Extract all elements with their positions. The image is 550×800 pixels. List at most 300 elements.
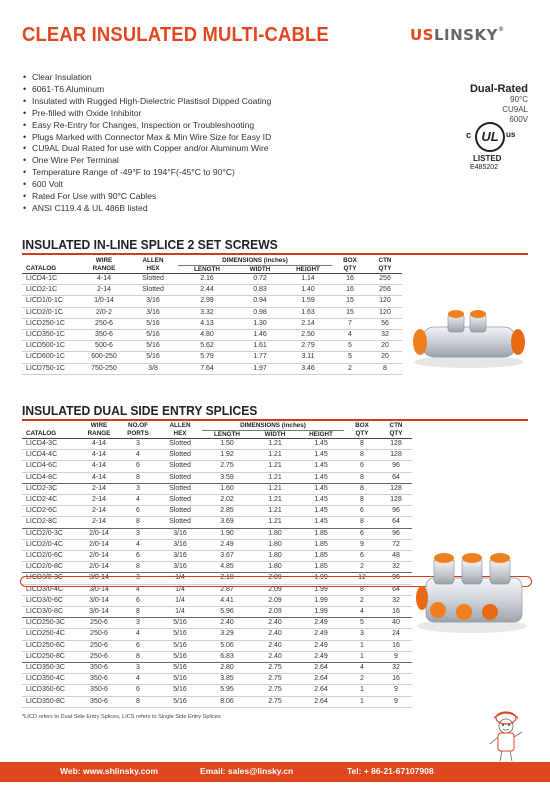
table-row xyxy=(22,696,412,707)
table-cell: 6.83 xyxy=(202,651,252,662)
table-cell: 1.99 xyxy=(298,584,344,595)
table-cell: 5/16 xyxy=(128,318,178,329)
table-cell: 2.49 xyxy=(202,539,252,550)
table-cell: 8 xyxy=(118,651,158,662)
table-cell: 1.21 xyxy=(252,517,298,528)
bottom-margin xyxy=(0,782,550,800)
col-header: WIDTH xyxy=(236,265,284,274)
table-cell: 3/0-14 xyxy=(80,607,118,618)
logo-us: US xyxy=(410,26,434,44)
table-row xyxy=(22,330,402,341)
table-cell: 96 xyxy=(380,461,412,472)
table-cell: 2/0-14 xyxy=(80,551,118,562)
table-cell: Slotted xyxy=(158,483,202,494)
table-cell: 1.45 xyxy=(298,495,344,506)
table-cell: 1.21 xyxy=(252,439,298,450)
catalog-cell: LICD3/0-8C xyxy=(22,607,80,618)
table-cell: 128 xyxy=(380,439,412,450)
table-cell: 256 xyxy=(368,285,402,296)
table-cell: 2.75 xyxy=(252,696,298,707)
table-cell: 8 xyxy=(344,495,380,506)
table-cell: 5.06 xyxy=(202,640,252,651)
table-cell: 5/16 xyxy=(128,341,178,352)
table-cell: 1.45 xyxy=(298,506,344,517)
col-header: CTN xyxy=(378,257,392,265)
table-row xyxy=(22,618,412,629)
ul-c: c xyxy=(466,130,472,140)
table-cell: 32 xyxy=(380,595,412,606)
table-cell: 4-14 xyxy=(80,461,118,472)
table-cell: 750-250 xyxy=(80,363,128,374)
table-cell: 1.90 xyxy=(202,528,252,539)
table-cell: 4-14 xyxy=(80,439,118,450)
col-header: CTN xyxy=(389,422,403,430)
table-cell: 8 xyxy=(118,562,158,573)
table-cell: 5.62 xyxy=(178,341,236,352)
col-header: LENGTH xyxy=(202,430,252,439)
table-cell: 2.09 xyxy=(252,607,298,618)
table-cell: 8 xyxy=(118,696,158,707)
table-cell: 2.64 xyxy=(298,696,344,707)
inline-splice-table xyxy=(22,257,402,375)
table-row xyxy=(22,274,402,285)
table-cell: 1.80 xyxy=(252,539,298,550)
table-cell: 2.40 xyxy=(252,640,298,651)
table-cell: 4 xyxy=(118,629,158,640)
table-cell: 6 xyxy=(118,551,158,562)
catalog-cell: LICD2-8C xyxy=(22,517,80,528)
table-cell: 3.29 xyxy=(202,629,252,640)
table-cell: 6 xyxy=(118,640,158,651)
table-cell: 600-250 xyxy=(80,352,128,363)
table-cell: 1.97 xyxy=(236,363,284,374)
rating-title: Dual-Rated xyxy=(469,83,528,95)
table-cell: 2 xyxy=(344,674,380,685)
table-cell: 1.21 xyxy=(252,461,298,472)
table-cell: 5/16 xyxy=(158,618,202,629)
table-cell: 4-14 xyxy=(80,274,128,285)
table-cell: 2.80 xyxy=(202,663,252,674)
catalog-cell: LICD250-1C xyxy=(22,318,80,329)
col-header: PORTS xyxy=(118,430,158,439)
feature-item: • One Wire Per Terminal xyxy=(22,155,322,167)
table-cell: 5 xyxy=(344,618,380,629)
table-cell: 1.60 xyxy=(202,483,252,494)
catalog-cell: LICD2-4C xyxy=(22,495,80,506)
table-cell: 96 xyxy=(380,528,412,539)
table-cell: 3 xyxy=(118,573,158,584)
table-row xyxy=(22,651,412,662)
table-cell: 1.99 xyxy=(298,595,344,606)
table-cell: 120 xyxy=(368,296,402,307)
section-title-inline-splice: INSULATED IN-LINE SPLICE 2 SET SCREWS xyxy=(22,237,278,252)
logo-rest: LINSKY xyxy=(433,26,498,44)
table-row xyxy=(22,595,412,606)
table-cell: 2.02 xyxy=(202,495,252,506)
col-header: QTY xyxy=(332,265,368,274)
table-cell: 3 xyxy=(344,629,380,640)
table-cell: 1 xyxy=(344,651,380,662)
table-row xyxy=(22,629,412,640)
feature-list xyxy=(22,72,322,215)
table-cell: 1.21 xyxy=(252,472,298,483)
table-cell: 0.72 xyxy=(236,274,284,285)
table-cell: 3 xyxy=(118,618,158,629)
table-cell: 1.45 xyxy=(298,517,344,528)
table-cell: 1/4 xyxy=(158,595,202,606)
table-cell: 72 xyxy=(380,539,412,550)
col-header: QTY xyxy=(368,265,402,274)
table-cell: 16 xyxy=(380,640,412,651)
table-cell: 250-6 xyxy=(80,318,128,329)
catalog-cell: LICD2-6C xyxy=(22,506,80,517)
table-cell: 1.45 xyxy=(298,483,344,494)
catalog-cell: LICD350-6C xyxy=(22,685,80,696)
table-cell: 3 xyxy=(118,528,158,539)
table-cell: 2/0-14 xyxy=(80,539,118,550)
col-header: QTY xyxy=(344,430,380,439)
table-cell: 2.85 xyxy=(202,506,252,517)
table-cell: 16 xyxy=(332,274,368,285)
table-row xyxy=(22,607,412,618)
ul-us: us xyxy=(506,130,516,139)
catalog-cell: LICD2/0-8C xyxy=(22,562,80,573)
inline-splice-rows xyxy=(22,274,402,375)
table-cell: 2.44 xyxy=(178,285,236,296)
table-row xyxy=(22,663,412,674)
table-cell: 250-6 xyxy=(80,629,118,640)
table-cell: 4 xyxy=(118,495,158,506)
table-cell: 350-6 xyxy=(80,674,118,685)
rating-line: 600V xyxy=(509,115,528,124)
table-cell: 350-6 xyxy=(80,696,118,707)
table-cell: 4 xyxy=(344,607,380,618)
table-cell: 1.30 xyxy=(236,318,284,329)
table-cell: 2.40 xyxy=(252,618,298,629)
col-header: NO.OF xyxy=(128,422,148,430)
table-cell: 9 xyxy=(380,685,412,696)
table-cell: 48 xyxy=(380,551,412,562)
catalog-cell: LICD350-8C xyxy=(22,696,80,707)
table-cell: 5/16 xyxy=(158,640,202,651)
table-row xyxy=(22,285,402,296)
table-row xyxy=(22,528,412,539)
multiport-splice-product-image xyxy=(404,540,534,640)
dual-side-entry-rows xyxy=(22,439,412,708)
dual-side-entry-table xyxy=(22,422,412,708)
table-cell: 8 xyxy=(118,472,158,483)
table-cell: 4 xyxy=(118,539,158,550)
feature-item: • 6061-T6 Aluminum xyxy=(22,84,322,96)
table-row xyxy=(22,551,412,562)
table-cell: 3.67 xyxy=(202,551,252,562)
table-cell: 2.40 xyxy=(252,629,298,640)
table-cell: 5.79 xyxy=(178,352,236,363)
table-cell: 5/16 xyxy=(158,629,202,640)
catalog-cell: LICD1/0-1C xyxy=(22,296,80,307)
mascot-illustration xyxy=(484,706,528,764)
table-cell: 2 xyxy=(344,562,380,573)
catalog-cell: LICD4-3C xyxy=(22,439,80,450)
table-cell: 3/8 xyxy=(128,363,178,374)
table-cell: 1 xyxy=(344,696,380,707)
table-cell: 1 xyxy=(344,640,380,651)
feature-item: • Easy Re-Entry for Changes, Inspection or Troubleshooting xyxy=(22,120,322,132)
table-cell: 20 xyxy=(368,352,402,363)
feature-item: • 600 Volt xyxy=(22,179,322,191)
table-cell: 1.45 xyxy=(298,461,344,472)
table-cell: 6 xyxy=(118,685,158,696)
table-cell: 2.09 xyxy=(252,584,298,595)
table-cell: 2.50 xyxy=(284,330,332,341)
col-header: LENGTH xyxy=(178,265,236,274)
table-cell: Slotted xyxy=(158,439,202,450)
page-header xyxy=(0,0,550,60)
catalog-cell: LICD3/0-4C xyxy=(22,584,80,595)
table-cell: Slotted xyxy=(158,472,202,483)
col-header: HEIGHT xyxy=(284,265,332,274)
section-divider xyxy=(22,419,528,421)
table-cell: 3/16 xyxy=(158,551,202,562)
table-cell: 8 xyxy=(344,472,380,483)
table-cell: 350-6 xyxy=(80,685,118,696)
catalog-cell: LICD250-3C xyxy=(22,618,80,629)
table-row xyxy=(22,472,412,483)
table-cell: 2-14 xyxy=(80,517,118,528)
table-cell: 8 xyxy=(344,517,380,528)
table-row xyxy=(22,506,412,517)
table-cell: 250-6 xyxy=(80,640,118,651)
table-cell: 5 xyxy=(332,341,368,352)
catalog-cell: LICD2-3C xyxy=(22,483,80,494)
col-header: HEIGHT xyxy=(298,430,344,439)
table-cell: 4-14 xyxy=(80,450,118,461)
table-cell: 0.98 xyxy=(236,307,284,318)
table-cell: 2.40 xyxy=(202,618,252,629)
table-cell: 2/0-14 xyxy=(80,528,118,539)
table-cell: 32 xyxy=(380,562,412,573)
table-cell: 3.11 xyxy=(284,352,332,363)
table-cell: 8 xyxy=(118,517,158,528)
catalog-cell: LICD250-8C xyxy=(22,651,80,662)
table-cell: 1.85 xyxy=(298,528,344,539)
footer-tel: Tel: + 86-21-67107908 xyxy=(347,766,434,776)
feature-item: • Plugs Marked with Connector Max & Min Wire Size for Easy ID xyxy=(22,132,322,144)
table-cell: 5 xyxy=(332,352,368,363)
catalog-cell: LICD250-6C xyxy=(22,640,80,651)
table-cell: 2 xyxy=(332,363,368,374)
col-header-dimensions: DIMENSIONS (inches) xyxy=(202,422,344,430)
table-cell: 3.32 xyxy=(178,307,236,318)
table-cell: 8 xyxy=(344,450,380,461)
table-cell: 3/0-14 xyxy=(80,573,118,584)
table-row xyxy=(22,685,412,696)
table-cell: 16 xyxy=(380,607,412,618)
catalog-cell: LICD2-1C xyxy=(22,285,80,296)
catalog-cell: LICD600-1C xyxy=(22,352,80,363)
table-cell: Slotted xyxy=(158,450,202,461)
table-cell: 1.80 xyxy=(252,528,298,539)
table-cell: 1.45 xyxy=(298,439,344,450)
col-header: QTY xyxy=(380,430,412,439)
table-cell: 3 xyxy=(118,483,158,494)
table-cell: Slotted xyxy=(128,285,178,296)
table-row xyxy=(22,296,402,307)
table-cell: 3/0-14 xyxy=(80,595,118,606)
table-cell: 5/16 xyxy=(128,352,178,363)
table-cell: 2 xyxy=(344,595,380,606)
table-cell: 3 xyxy=(118,439,158,450)
table-cell: 32 xyxy=(368,330,402,341)
table-cell: 1.21 xyxy=(252,483,298,494)
table-cell: 64 xyxy=(380,472,412,483)
footer-web-link[interactable]: Web: www.shlinsky.com xyxy=(60,766,159,776)
table-cell: 1.85 xyxy=(298,551,344,562)
footer-email-link[interactable]: Email: sales@linsky.cn xyxy=(200,766,294,776)
table-cell: 96 xyxy=(380,573,412,584)
table-cell: 4.85 xyxy=(202,562,252,573)
table-cell: 2.75 xyxy=(252,674,298,685)
table-cell: 2.75 xyxy=(252,685,298,696)
table-cell: 1/4 xyxy=(158,584,202,595)
table-cell: 2.87 xyxy=(202,584,252,595)
table-cell: 15 xyxy=(332,296,368,307)
table-cell: 15 xyxy=(332,307,368,318)
col-header: WIRE xyxy=(95,257,113,265)
table-cell: 1.77 xyxy=(236,352,284,363)
ul-logo-icon: UL xyxy=(475,122,505,152)
table-cell: 1.21 xyxy=(252,495,298,506)
table-cell: 1.63 xyxy=(284,307,332,318)
col-header: HEX xyxy=(158,430,202,439)
table-cell: 3.46 xyxy=(284,363,332,374)
table-cell: 20 xyxy=(368,341,402,352)
table-cell: 1 xyxy=(344,685,380,696)
feature-item: • Temperature Range of -49°F to 194°F(-45°C to 90°C) xyxy=(22,167,322,179)
col-header: BOX xyxy=(355,422,369,430)
feature-item: • CU9AL Dual Rated for use with Copper and/or Aluminum Wire xyxy=(22,143,322,155)
feature-item: • Pre-filled with Oxide Inhibitor xyxy=(22,108,322,120)
table-cell: 1.46 xyxy=(236,330,284,341)
table-cell: 64 xyxy=(380,517,412,528)
table-cell: 2-14 xyxy=(80,483,118,494)
catalog-cell: LICD350-4C xyxy=(22,674,80,685)
table-row xyxy=(22,363,402,374)
col-header: CATALOG xyxy=(22,430,80,439)
col-header: RANGE xyxy=(80,430,118,439)
table-cell: 1.80 xyxy=(252,551,298,562)
table-cell: 4 xyxy=(118,674,158,685)
table-cell: 250-6 xyxy=(80,651,118,662)
table-cell: 1.45 xyxy=(298,450,344,461)
table-cell: 7.64 xyxy=(178,363,236,374)
table-cell: 1.14 xyxy=(284,274,332,285)
col-header: CATALOG xyxy=(22,265,80,274)
table-cell: 6 xyxy=(118,461,158,472)
feature-item: • ANSI C119.4 & UL 486B listed xyxy=(22,203,322,215)
table-row xyxy=(22,539,412,550)
table-cell: 5/16 xyxy=(158,651,202,662)
col-header: HEX xyxy=(128,265,178,274)
table-cell: 4-14 xyxy=(80,472,118,483)
catalog-cell: LICD4-8C xyxy=(22,472,80,483)
brand-logo[interactable] xyxy=(410,26,504,44)
footnote: *LICD refers to Dual Side Entry Splices, LICS refers to Single Side Entry Splices xyxy=(22,714,221,720)
col-header: WIDTH xyxy=(252,430,298,439)
col-header-dimensions: DIMENSIONS (inches) xyxy=(178,257,332,265)
table-cell: 128 xyxy=(380,483,412,494)
table-cell: 1.21 xyxy=(252,506,298,517)
table-cell: 3/16 xyxy=(158,539,202,550)
table-cell: 2.49 xyxy=(298,651,344,662)
table-cell: 5/16 xyxy=(128,330,178,341)
table-row xyxy=(22,341,402,352)
table-cell: 9 xyxy=(380,696,412,707)
table-cell: 1.85 xyxy=(298,562,344,573)
table-cell: 2.09 xyxy=(252,595,298,606)
table-cell: 4.41 xyxy=(202,595,252,606)
table-cell: 3.59 xyxy=(202,472,252,483)
table-cell: 2.14 xyxy=(284,318,332,329)
table-cell: 5/16 xyxy=(158,685,202,696)
table-cell: 1/4 xyxy=(158,573,202,584)
table-cell: 2.49 xyxy=(298,618,344,629)
table-cell: 8 xyxy=(344,584,380,595)
table-row xyxy=(22,450,412,461)
table-row xyxy=(22,461,412,472)
col-header xyxy=(22,257,80,265)
table-cell: 2.79 xyxy=(284,341,332,352)
table-cell: 1.92 xyxy=(202,450,252,461)
table-cell: 5/16 xyxy=(158,663,202,674)
section-title-dual-side-entry: INSULATED DUAL SIDE ENTRY SPLICES xyxy=(22,403,258,418)
table-cell: 2.75 xyxy=(252,663,298,674)
table-cell: 2.49 xyxy=(298,640,344,651)
catalog-cell: LICD2/0-6C xyxy=(22,551,80,562)
catalog-cell: LICD3/0-6C xyxy=(22,595,80,606)
catalog-cell: LICD4-4C xyxy=(22,450,80,461)
table-cell: 2.09 xyxy=(252,573,298,584)
table-cell: 350-6 xyxy=(80,330,128,341)
table-cell: 8 xyxy=(344,439,380,450)
table-cell: 1.85 xyxy=(298,539,344,550)
section-divider xyxy=(22,253,528,255)
table-cell: 7 xyxy=(332,318,368,329)
table-cell: 6 xyxy=(344,551,380,562)
table-cell: 256 xyxy=(368,274,402,285)
table-cell: Slotted xyxy=(158,461,202,472)
table-cell: 3/16 xyxy=(158,562,202,573)
table-cell: 4 xyxy=(332,330,368,341)
table-cell: 2.75 xyxy=(202,461,252,472)
table-row xyxy=(22,352,402,363)
table-cell: 1.21 xyxy=(252,450,298,461)
catalog-cell: LICD250-4C xyxy=(22,629,80,640)
ul-listed-mark xyxy=(466,122,516,182)
table-cell: 2.49 xyxy=(298,629,344,640)
table-cell: 1.59 xyxy=(284,296,332,307)
logo-mark: ® xyxy=(497,26,505,33)
catalog-cell: LICD3/0-3C xyxy=(22,573,80,584)
table-cell: 3/16 xyxy=(128,307,178,318)
catalog-cell: LICD750-1C xyxy=(22,363,80,374)
table-cell: 3/0-14 xyxy=(80,584,118,595)
table-cell: 2.16 xyxy=(178,274,236,285)
table-cell: 2/0-14 xyxy=(80,562,118,573)
table-cell: 8 xyxy=(368,363,402,374)
table-cell: 350-6 xyxy=(80,663,118,674)
table-cell: 5.95 xyxy=(202,685,252,696)
